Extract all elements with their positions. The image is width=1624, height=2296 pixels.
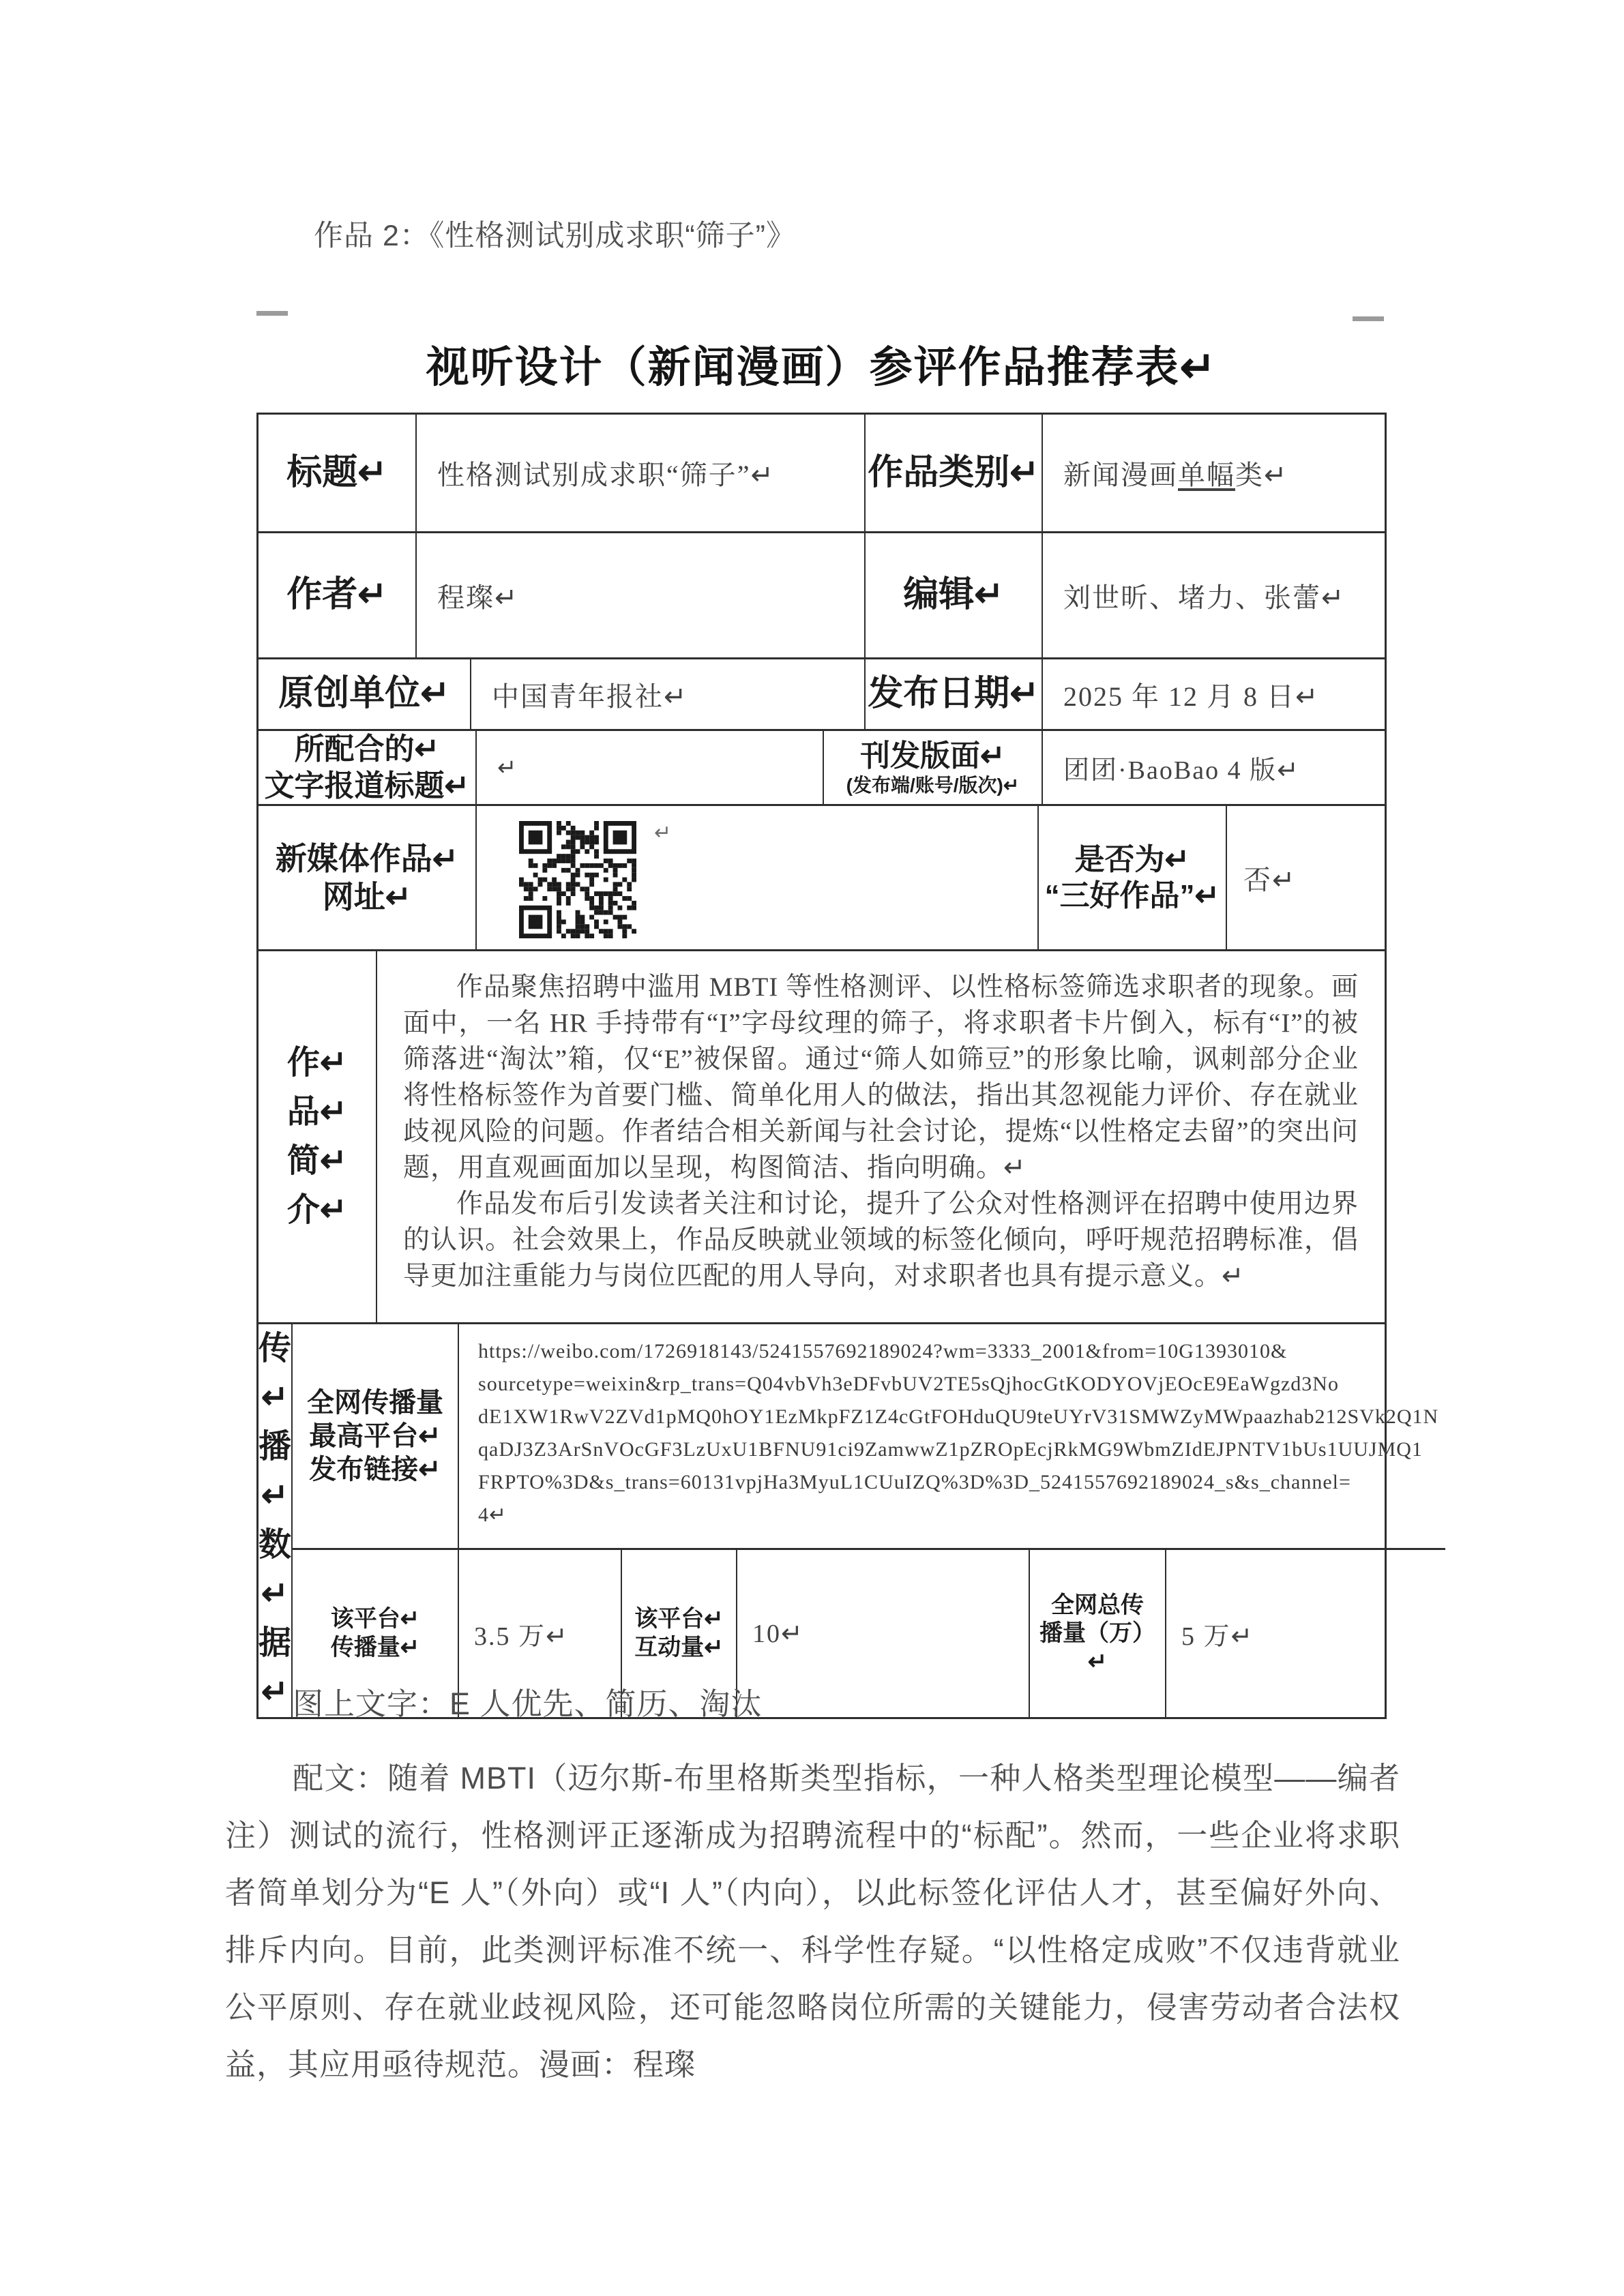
url-line: FRPTO%3D&s_trans=60131vpjHa3MyuL1CUuIZQ%3D%3D_5241557692189024_s&s_channel=	[478, 1471, 1351, 1494]
field-value-related-report: ↵	[477, 731, 824, 804]
new-media-label-line2: 网址↵	[322, 879, 412, 915]
spread-label-char2: 播↵	[259, 1429, 292, 1515]
summary-label-char2: 品↵	[286, 1094, 348, 1131]
qr-return-mark: ↵	[654, 822, 672, 845]
url-line: https://weibo.com/1726918143/5241557692189024?wm=3333_2001&from=10G1393010&	[478, 1340, 1288, 1363]
spread-data-grid	[293, 1324, 1445, 1717]
field-value-layout: 团团·BaoBao 4 版↵	[1063, 756, 1300, 786]
field-label-sanhao	[1039, 806, 1227, 949]
recommendation-form-scan	[256, 307, 1439, 1719]
url-line: 4↵	[478, 1504, 507, 1527]
category-text-post: 类↵	[1235, 460, 1288, 490]
field-label-related-report	[259, 731, 477, 804]
sanhao-label-line2: “三好作品”↵	[1044, 879, 1220, 913]
category-text-pre: 新闻漫画	[1063, 460, 1178, 490]
summary-label-char4: 介↵	[286, 1192, 348, 1229]
category-text-underlined: 单幅	[1178, 460, 1235, 490]
table-row-title	[259, 415, 1385, 533]
url-line: qaDJ3Z3ArSnVOcGF3LzUxU1BFNU91ci9ZamwwZ1pZROpEcjRkMG9WbmZIdEJPNTV1bUs1UUJMQ1	[478, 1438, 1423, 1461]
scan-crop-mark-left	[256, 311, 288, 316]
field-value-summary	[377, 951, 1385, 1322]
field-value-platform-spread: 3.5 万↵	[459, 1550, 622, 1717]
field-label-title: 标题↵	[259, 415, 417, 531]
field-label-organization: 原创单位↵	[259, 659, 471, 729]
summary-label-char1: 作↵	[286, 1045, 348, 1082]
qr-code-cell	[477, 806, 1039, 949]
field-value-title: 性格测试别成求职“筛子”↵	[417, 415, 866, 531]
spread-label-char3: 数↵	[259, 1527, 292, 1613]
link-label-line3: 发布链接↵	[309, 1454, 441, 1485]
total-spread-label-line1: 全网总传	[1051, 1592, 1145, 1618]
link-label-line2: 最高平台↵	[309, 1420, 441, 1451]
table-row-organization	[259, 659, 1385, 731]
field-value-platform-interaction: 10↵	[737, 1550, 1030, 1717]
spread-label-char1: 传↵	[259, 1330, 292, 1416]
recommendation-table	[256, 413, 1439, 1719]
field-value-total-spread: 5 万↵	[1181, 1622, 1254, 1652]
field-value-editor: 刘世昕、堵力、张蕾↵	[1063, 582, 1346, 613]
spread-label-char4: 据↵	[259, 1625, 292, 1711]
field-label-layout	[824, 731, 1043, 804]
spread-link-row	[293, 1324, 1445, 1550]
new-media-label-line1: 新媒体作品↵	[275, 841, 459, 877]
field-label-publish-link	[293, 1324, 459, 1548]
table-row-summary	[259, 951, 1385, 1324]
related-report-label-line2: 文字报道标题↵	[264, 769, 470, 803]
url-line: sourcetype=weixin&rp_trans=Q04vbVh3eDFvbUV2TE5sQjhocGtKODYOVjEOcE9EaWgzd3No	[478, 1373, 1339, 1396]
summary-label-char3: 简↵	[286, 1143, 348, 1180]
field-label-editor: 编辑↵	[866, 533, 1043, 657]
scan-crop-mark-right	[1353, 316, 1384, 321]
field-label-category: 作品类别↵	[866, 415, 1043, 531]
field-label-publish-date: 发布日期↵	[866, 659, 1043, 729]
field-value-author: 程璨↵	[417, 533, 866, 657]
platform-spread-label-line2: 传播量↵	[330, 1634, 420, 1660]
overlay-text-line: 图上文字：E 人优先、简历、淘汰	[293, 1686, 763, 1721]
table-row-spread-data	[259, 1324, 1439, 1717]
platform-spread-label-line1: 该平台↵	[330, 1606, 420, 1632]
caption-paragraph: 配文：随着 MBTI（迈尔斯-布里格斯类型指标，一种人格类型理论模型——编者注）测试的流行，性格测评正逐渐成为招聘流程中的“标配”。然而，一些企业将求职者简单划分为“E 人”（外向）或“I 人”（内向），以此标签化评估人才，甚至偏好外向、排斥内向。目前，此类测评标准不统一、科学性存疑。“以性格定成败”不仅违背就业公平原则、存在就业歧视风险，还可能忽略岗位所需的关键能力，侵害劳动者合法权益，其应用亟待规范。漫画：程璨	[225, 1761, 1400, 2082]
layout-label-main: 刊发版面↵	[860, 739, 1005, 773]
platform-interaction-label-line2: 互动量↵	[634, 1634, 724, 1660]
field-label-author: 作者↵	[259, 533, 417, 657]
table-row-new-media-url	[259, 806, 1385, 951]
total-spread-label-line2: 播量（万）↵	[1039, 1620, 1156, 1675]
field-label-summary	[259, 951, 377, 1322]
form-title: 视听设计（新闻漫画）参评作品推荐表↵	[426, 344, 1217, 391]
related-report-label-line1: 所配合的↵	[294, 732, 440, 766]
table-row-related-report	[259, 731, 1385, 806]
layout-label-sub: (发布端/账号/版次)↵	[846, 775, 1020, 796]
table-row-author	[259, 533, 1385, 659]
field-label-new-media-url	[259, 806, 477, 949]
summary-paragraph-2: 作品发布后引发读者关注和讨论，提升了公众对性格测评在招聘中使用边界的认识。社会效果上，作品反映就业领域的标签化倾向，呼吁规范招聘标准，倡导更加注重能力与岗位匹配的用人导向，对求职者也具有提示意义。↵	[403, 1189, 1359, 1292]
link-label-line1: 全网传播量	[307, 1388, 444, 1418]
qr-code	[519, 821, 636, 938]
field-value-sanhao: 否↵	[1243, 864, 1297, 895]
sanhao-label-line1: 是否为↵	[1074, 842, 1190, 876]
page-title: 作品 2：《性格测试别成求职“筛子”》	[314, 220, 796, 252]
summary-paragraph-1: 作品聚焦招聘中滥用 MBTI 等性格测评、以性格标签筛选求职者的现象。画面中，一名 HR 手持带有“I”字母纹理的筛子，将求职者卡片倒入，标有“I”的被筛落进“淘汰”箱，仅“E”被保留。通过“筛人如筛豆”的形象比喻，讽刺部分企业将性格标签作为首要门槛、简单化用人的做法，指出其忽视能力评价、存在就业歧视风险的问题。作者结合相关新闻与社会讨论，提炼“以性格定去留”的突出问题，用直观画面加以呈现，构图简洁、指向明确。↵	[403, 972, 1359, 1183]
url-line: dE1XW1RwV2ZVd1pMQ0hOY1EzMkpFZ1Z4cGtFOHduQU9teUYrV31SMWZyMWpaazhab212SVk2Q1N	[478, 1405, 1439, 1429]
field-value-publish-link	[459, 1324, 1445, 1548]
platform-interaction-label-line1: 该平台↵	[634, 1606, 724, 1632]
field-value-category	[1043, 415, 1385, 531]
field-label-spread-data	[259, 1324, 293, 1717]
field-value-publish-date: 2025 年 12 月 8 日↵	[1063, 681, 1320, 712]
field-value-organization: 中国青年报社↵	[471, 659, 866, 729]
